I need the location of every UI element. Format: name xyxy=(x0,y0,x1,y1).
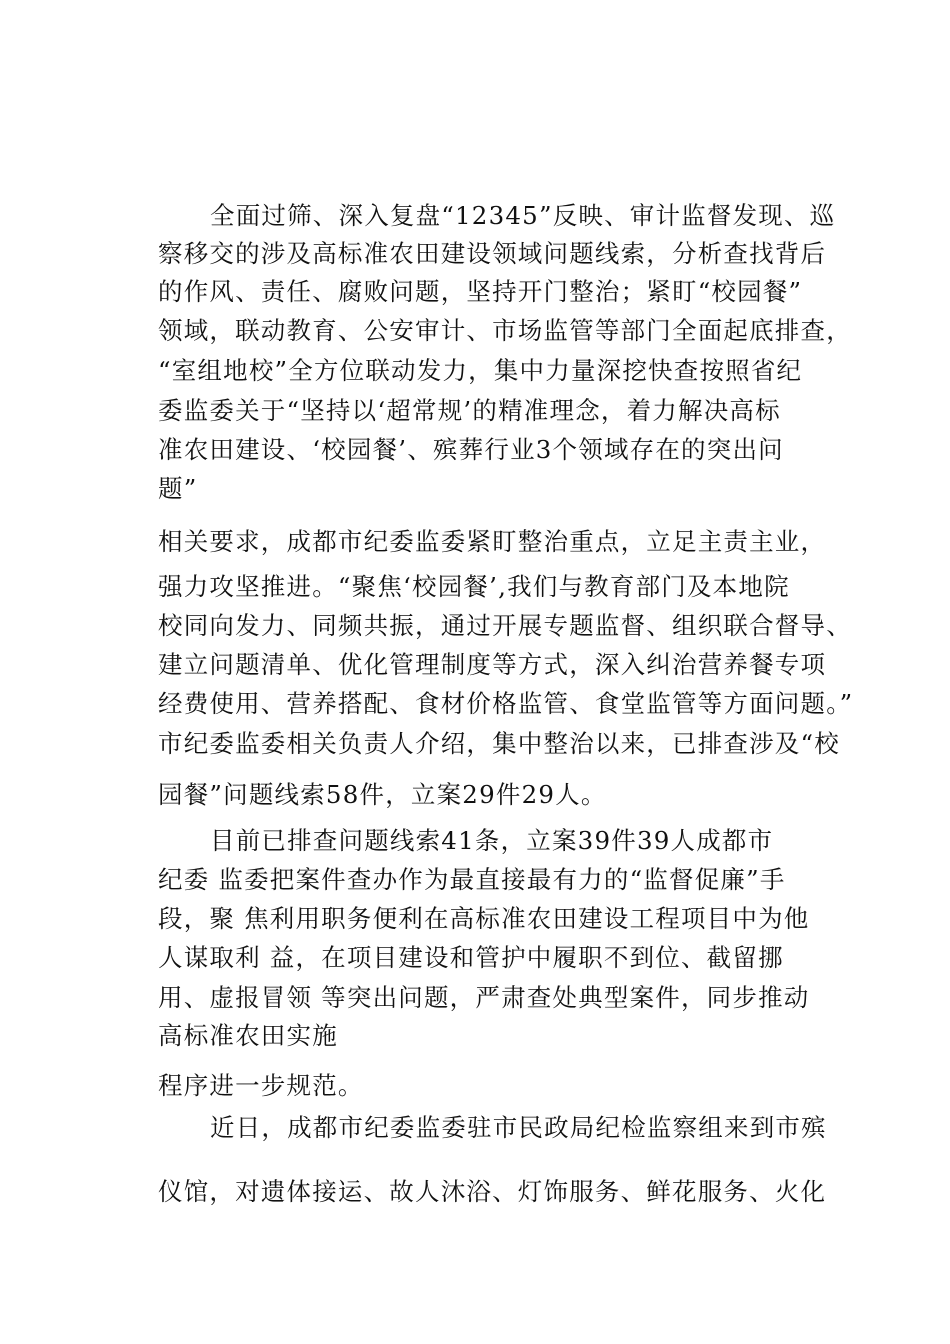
text-line: 仪馆，对遗体接运、故人沐浴、灯饰服务、鲜花服务、火化 xyxy=(158,1177,827,1206)
text-line: 用、虚报冒领 等突出问题，严肃查处典型案件，同步推动 xyxy=(158,983,810,1012)
text-line: 题” xyxy=(158,474,198,503)
text-line: “室组地校”全方位联动发力，集中力量深挖快查按照省纪 xyxy=(158,356,803,385)
text-line: 纪委 监委把案件查办作为最直接最有力的“监督促廉”手 xyxy=(158,865,786,894)
text-line: 目前已排查问题线索41条，立案39件39人成都市 xyxy=(210,826,774,855)
text-line: 强力攻坚推进。“聚焦‘校园餐’,我们与教育部门及本地院 xyxy=(158,572,790,601)
text-line: 市纪委监委相关负责人介绍，集中整治以来，已排查涉及“校 xyxy=(158,729,840,758)
text-line: 段，聚 焦利用职务便利在高标准农田建设工程项目中为他 xyxy=(158,904,810,933)
text-line: 全面过筛、深入复盘“12345”反映、审计监督发现、巡 xyxy=(210,201,836,230)
text-line: 高标准农田实施 xyxy=(158,1021,338,1050)
text-line: 相关要求，成都市纪委监委紧盯整治重点，立足主责主业， xyxy=(158,527,827,556)
text-line: 准农田建设、‘校园餐’、殡葬行业3个领域存在的突出问 xyxy=(158,435,784,464)
text-line: 领域，联动教育、公安审计、市场监管等部门全面起底排查， xyxy=(158,316,852,345)
text-line: 程序进一步规范。 xyxy=(158,1071,364,1100)
text-line: 的作风、责任、腐败问题，坚持开门整治；紧盯“校园餐” xyxy=(158,277,803,306)
text-line: 人谋取利 益，在项目建设和管护中履职不到位、截留挪 xyxy=(158,943,784,972)
text-line: 园餐”问题线索58件，立案29件29人。 xyxy=(158,780,607,809)
text-line: 建立问题清单、优化管理制度等方式，深入纠治营养餐专项 xyxy=(158,650,827,679)
text-line: 校同向发力、同频共振，通过开展专题监督、组织联合督导、 xyxy=(158,611,852,640)
text-line: 委监委关于“坚持以‘超常规’的精准理念，着力解决高标 xyxy=(158,396,781,425)
text-line: 经费使用、营养搭配、食材价格监管、食堂监管等方面问题。” xyxy=(158,689,854,718)
text-line: 近日，成都市纪委监委驻市民政局纪检监察组来到市殡 xyxy=(210,1113,827,1142)
text-line: 察移交的涉及高标准农田建设领域问题线索，分析查找背后 xyxy=(158,239,827,268)
